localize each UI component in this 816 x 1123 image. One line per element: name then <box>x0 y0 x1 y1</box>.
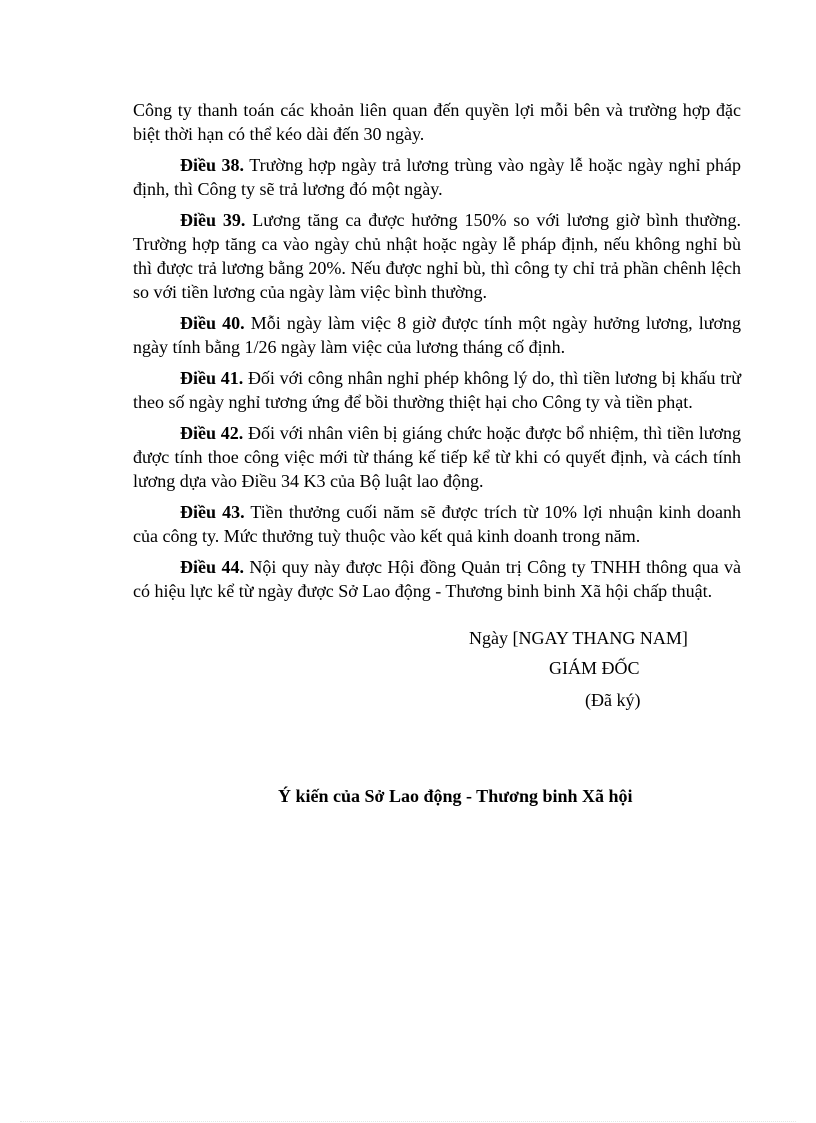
article-39 <box>133 208 741 304</box>
article-42-label: Điều 42. <box>180 423 244 443</box>
article-41-label: Điều 41. <box>180 368 244 388</box>
article-40-text: Mỗi ngày làm việc 8 giờ được tính một ngày hưởng lương, lương ngày tính bằng 1/26 ngày làm việc của lương tháng cố định. <box>133 313 741 357</box>
article-42 <box>133 421 741 493</box>
opinion-heading: Ý kiến của Sở Lao động - Thương binh Xã hội <box>278 786 633 806</box>
article-38 <box>133 153 741 201</box>
article-41-text: Đối với công nhân nghỉ phép không lý do, thì tiền lương bị khấu trừ theo số ngày nghỉ tương ứng để bồi thường thiệt hại cho Công ty và tiền phạt. <box>133 368 741 412</box>
article-40 <box>133 311 741 359</box>
article-39-label: Điều 39. <box>180 210 246 230</box>
article-38-label: Điều 38. <box>180 155 245 175</box>
article-43-text: Tiền thưởng cuối năm sẽ được trích từ 10% lợi nhuận kinh doanh của công ty. Mức thưởng tuỳ thuộc vào kết quả kinh doanh trong năm. <box>133 502 741 546</box>
intro-paragraph: Công ty thanh toán các khoản liên quan đến quyền lợi mỗi bên và trường hợp đặc biệt thời hạn có thể kéo dài đến 30 ngày. <box>133 100 741 144</box>
article-44-label: Điều 44. <box>180 557 244 577</box>
article-39-text: Lương tăng ca được hưởng 150% so với lương giờ bình thường. Trường hợp tăng ca vào ngày chủ nhật hoặc ngày lễ pháp định, nếu không nghỉ bù thì được trả lương bằng 20%. Nếu được nghỉ bù, thì công ty chỉ trả phần chênh lệch so với tiền lương của ngày làm việc bình thường. <box>133 210 742 302</box>
article-42-text: Đối với nhân viên bị giáng chức hoặc được bổ nhiệm, thì tiền lương được tính thoe công việc mới từ tháng kế tiếp kể từ khi có quyết định, và cách tính lương dựa vào Điều 34 K3 của Bộ luật lao động. <box>133 423 742 491</box>
article-40-label: Điều 40. <box>180 313 245 333</box>
article-38-text: Trường hợp ngày trả lương trùng vào ngày lễ hoặc ngày nghỉ pháp định, thì Công ty sẽ trả lương đó một ngày. <box>133 155 742 199</box>
signature-note: (Đã ký) <box>585 690 641 710</box>
document-body <box>133 98 741 610</box>
signature-date: Ngày [NGAY THANG NAM] <box>469 628 688 648</box>
article-43-label: Điều 43. <box>180 502 245 522</box>
article-44 <box>133 555 741 603</box>
article-44-text: Nội quy này được Hội đồng Quản trị Công ty TNHH thông qua và có hiệu lực kể từ ngày được Sở Lao động - Thương binh binh Xã hội chấp thuật. <box>133 557 742 601</box>
signature-title: GIÁM ĐỐC <box>549 658 640 678</box>
article-43 <box>133 500 741 548</box>
page-bottom-divider <box>20 1121 796 1122</box>
article-41 <box>133 366 741 414</box>
